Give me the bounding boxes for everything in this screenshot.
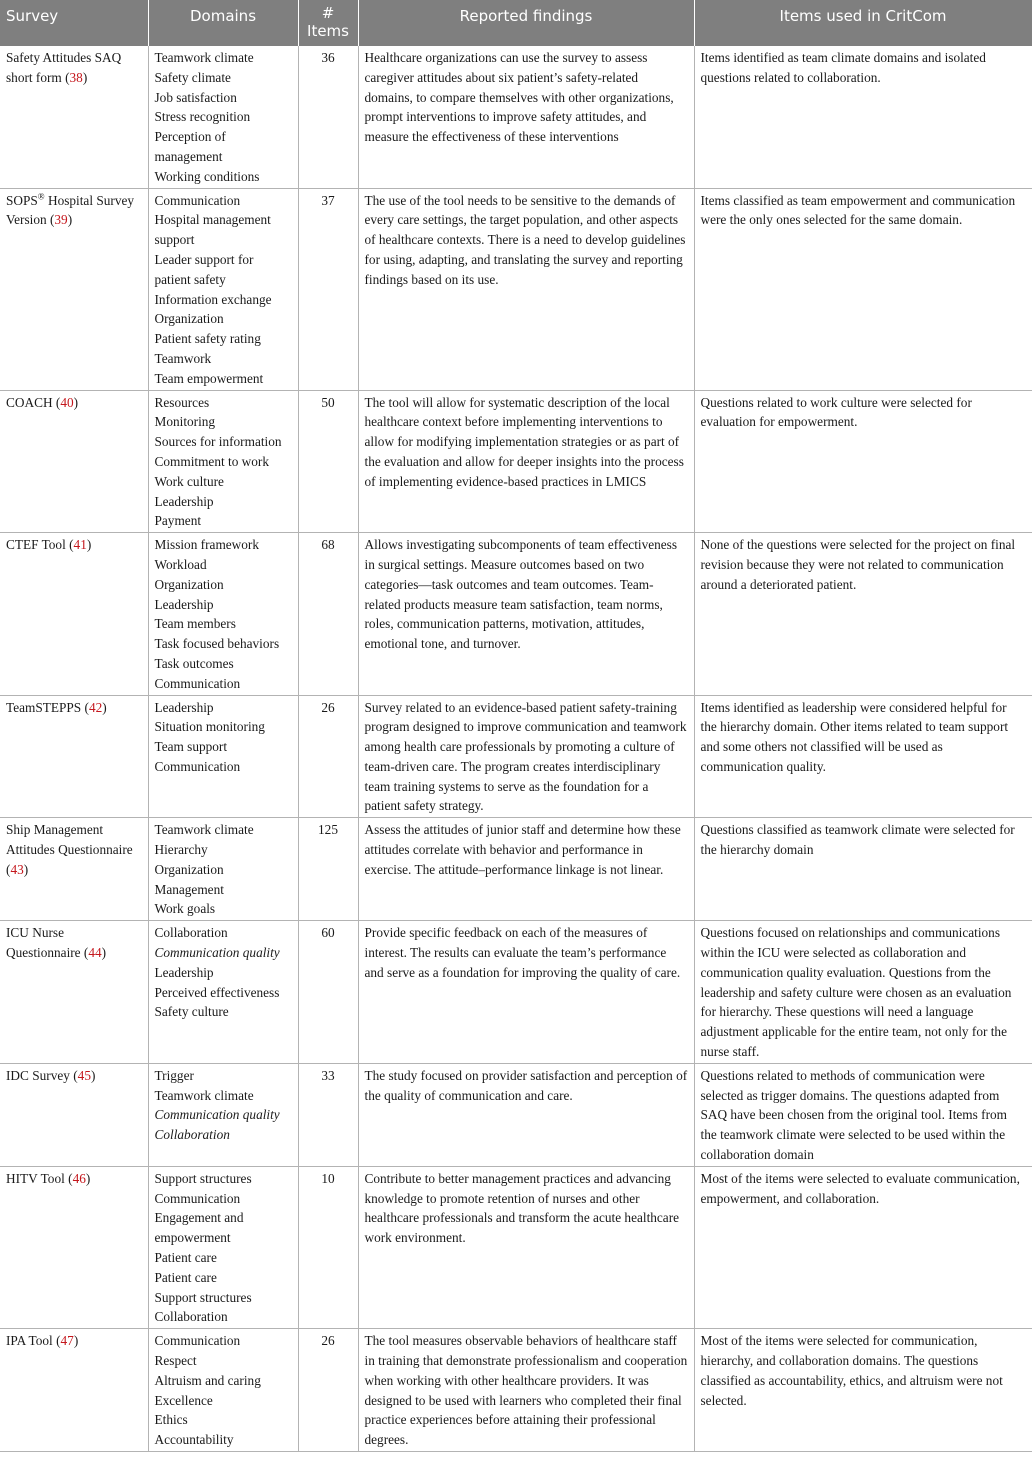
domain-item: Patient care (154, 1269, 217, 1285)
domain-item: Collaboration (154, 925, 228, 941)
domain-item: Information exchange (154, 291, 272, 307)
domain-item: Support structures (154, 1170, 252, 1186)
domain-item: Organization (154, 576, 224, 592)
domain-item: Communication (154, 192, 241, 208)
domain-item: Collaboration (154, 1127, 230, 1143)
items-count: 125 (298, 818, 358, 921)
registered-mark: ® (37, 191, 45, 202)
reference-link[interactable]: 46 (72, 1170, 86, 1186)
domain-item: Work culture (154, 473, 224, 489)
domains-cell (148, 1166, 298, 1328)
table-header (0, 0, 1032, 46)
survey-cell: ICU Nurse Questionnaire (44) (0, 921, 148, 1064)
reference-link[interactable]: 38 (69, 69, 83, 85)
findings-cell: The tool will allow for systematic description of the local healthcare context before implementing interventions to allow for modifying implementation strategies or as part of the evaluation and allow for deeper insights into the process of implementing evidence-based practices in LMICS (358, 390, 694, 533)
domain-item: Communication (154, 675, 241, 691)
survey-name: Ship Management Attitudes Questionnaire (6, 822, 133, 858)
domain-item: Mission framework (154, 537, 260, 553)
critcom-cell: Most of the items were selected to evaluate communication, empowerment, and collaboration. (694, 1166, 1032, 1328)
critcom-cell: Items identified as leadership were considered helpful for the hierarchy domain. Other items related to team support and some others not classified will be used as communication quality. (694, 695, 1032, 818)
items-count: 37 (298, 188, 358, 390)
critcom-cell: Questions focused on relationships and communications within the ICU were selected as collaboration and communication quality evaluation. Questions from the leadership and safety culture were chosen as an evaluation for hierarchy. These questions will need a language adjustment applicable for the entire team, not only for the nurse staff. (694, 921, 1032, 1064)
domain-item: Leadership (154, 493, 214, 509)
domain-item: Team support (154, 739, 228, 755)
reference-link[interactable]: 45 (77, 1067, 91, 1083)
domain-item: Teamwork climate (154, 1087, 254, 1103)
domain-item: Organization (154, 311, 224, 327)
findings-cell: Provide specific feedback on each of the measures of interest. The results can evaluate the team’s performance and serve as a foundation for improving the quality of care. (358, 921, 694, 1064)
table-row (0, 1166, 1032, 1328)
domain-item: Payment (154, 513, 202, 529)
domain-item: Patient care (154, 1250, 217, 1266)
domain-item: Perception of management (154, 129, 226, 164)
domain-item: Teamwork climate (154, 822, 254, 838)
survey-name: Safety Attitudes SAQ short form (6, 50, 122, 85)
domain-item: Communication quality (154, 1107, 280, 1123)
domain-item: Working conditions (154, 168, 260, 184)
items-count: 50 (298, 390, 358, 533)
header-critcom: Items used in CritCom (694, 0, 1032, 46)
domain-item: Resources (154, 394, 210, 410)
domain-item: Collaboration (154, 1309, 228, 1325)
domain-item: Monitoring (154, 414, 216, 430)
header-findings: Reported findings (358, 0, 694, 46)
domain-item: Trigger (154, 1067, 194, 1083)
domains-cell (148, 188, 298, 390)
domain-item: Communication quality (154, 945, 280, 961)
survey-cell: SOPS® Hospital Survey Version (39) (0, 188, 148, 390)
critcom-cell: Items identified as team climate domains and isolated questions related to collaboration. (694, 46, 1032, 188)
reference-link[interactable]: 44 (88, 945, 102, 961)
items-count: 10 (298, 1166, 358, 1328)
table-row (0, 533, 1032, 695)
survey-name: HITV Tool (6, 1170, 65, 1186)
domain-item: Stress recognition (154, 109, 251, 125)
domain-item: Communication (154, 1333, 241, 1349)
table-row (0, 1063, 1032, 1166)
header-items-line1: # (321, 4, 335, 22)
domain-item: Safety culture (154, 1004, 229, 1020)
table-row (0, 1329, 1032, 1452)
header-survey: Survey (0, 0, 148, 46)
domains-cell (148, 390, 298, 533)
reference-link[interactable]: 47 (60, 1333, 74, 1349)
findings-cell: Survey related to an evidence-based patient safety-training program designed to improve communication and teamwork among health care professionals by promoting a culture of team-driven care. The program creates interdisciplinary team training systems to serve as the foundation for a patient safety strategy. (358, 695, 694, 818)
table-row (0, 921, 1032, 1064)
header-items-line2: Items (307, 22, 349, 40)
domain-item: Accountability (154, 1432, 234, 1448)
critcom-cell: Questions classified as teamwork climate were selected for the hierarchy domain (694, 818, 1032, 921)
items-count: 68 (298, 533, 358, 695)
domains-cell (148, 695, 298, 818)
findings-cell: The tool measures observable behaviors of healthcare staff in training that demonstrate professionalism and cooperation when working with other healthcare providers. It was designed to be used with learners who completed their final practice experiences before attaining their professional degrees. (358, 1329, 694, 1452)
domains-cell (148, 818, 298, 921)
domain-item: Teamwork climate (154, 50, 254, 65)
domain-item: Management (154, 881, 224, 897)
domain-item: Organization (154, 861, 224, 877)
table-body (0, 46, 1032, 1451)
domain-item: Workload (154, 556, 207, 572)
domain-item: Leadership (154, 699, 214, 715)
domain-item: Leader support for patient safety (154, 251, 254, 287)
findings-cell: The study focused on provider satisfaction and perception of the quality of communication and care. (358, 1063, 694, 1166)
findings-cell: Healthcare organizations can use the survey to assess caregiver attitudes about six patient’s safety-related domains, to compare themselves with other organizations, prompt interventions to improve safety attitudes, and measure the effectiveness of these interventions (358, 46, 694, 188)
findings-cell: The use of the tool needs to be sensitive to the demands of every care settings, the target population, and other aspects of healthcare contexts. There is a need to develop guidelines for using, adapting, and translating the survey and reporting findings based on its use. (358, 188, 694, 390)
items-count: 33 (298, 1063, 358, 1166)
reference-link[interactable]: 39 (54, 212, 68, 228)
findings-cell: Contribute to better management practices and advancing knowledge to promote retention of nurses and other healthcare professionals and transform the acute healthcare work environment. (358, 1166, 694, 1328)
domains-cell (148, 46, 298, 188)
items-count: 36 (298, 46, 358, 188)
domain-item: Patient safety rating (154, 331, 261, 347)
domain-item: Job satisfaction (154, 89, 237, 105)
domain-item: Situation monitoring (154, 719, 265, 735)
survey-name: COACH (6, 394, 53, 410)
domain-item: Altruism and caring (154, 1372, 261, 1388)
domain-item: Engagement and empowerment (154, 1210, 244, 1246)
survey-cell: Safety Attitudes SAQ short form (38) (0, 46, 148, 188)
reference-link[interactable]: 40 (60, 394, 74, 410)
items-count: 60 (298, 921, 358, 1064)
critcom-cell: Most of the items were selected for communication, hierarchy, and collaboration domains. The questions classified as accountability, ethics, and altruism were not selected. (694, 1329, 1032, 1452)
table-row (0, 818, 1032, 921)
domain-item: Communication (154, 1190, 241, 1206)
critcom-cell: Questions related to methods of communication were selected as trigger domains. The questions adapted from SAQ have been chosen from the original tool. Items from the teamwork climate were selected to be used within the collaboration domain (694, 1063, 1032, 1166)
reference-link[interactable]: 41 (73, 537, 87, 553)
domain-item: Commitment to work (154, 453, 269, 469)
survey-cell: CTEF Tool (41) (0, 533, 148, 695)
domains-cell (148, 1329, 298, 1452)
domain-item: Work goals (154, 901, 216, 917)
header-domains: Domains (148, 0, 298, 46)
survey-cell: TeamSTEPPS (42) (0, 695, 148, 818)
domain-item: Excellence (154, 1392, 213, 1408)
findings-cell: Allows investigating subcomponents of team effectiveness in surgical settings. Measure outcomes based on two categories—task outcomes and team outcomes. Team-related products measure team satisfaction, team norms, roles, communication patterns, motivation, attitudes, emotional tone, and turnover. (358, 533, 694, 695)
survey-name: CTEF Tool (6, 537, 66, 553)
table-row (0, 188, 1032, 390)
table-row (0, 695, 1032, 818)
domains-cell (148, 1063, 298, 1166)
domain-item: Leadership (154, 596, 214, 612)
survey-name: TeamSTEPPS (6, 699, 82, 715)
survey-cell: IDC Survey (45) (0, 1063, 148, 1166)
survey-name: ICU Nurse Questionnaire (6, 925, 81, 961)
domain-item: Communication (154, 758, 241, 774)
survey-name: IPA Tool (6, 1333, 53, 1349)
findings-cell: Assess the attitudes of junior staff and determine how these attitudes correlate with behavior and performance in exercise. The attitude–performance linkage is not linear. (358, 818, 694, 921)
domain-item: Respect (154, 1353, 197, 1368)
reference-link[interactable]: 43 (10, 861, 24, 877)
reference-link[interactable]: 42 (88, 699, 103, 715)
critcom-cell: Questions related to work culture were selected for evaluation for empowerment. (694, 390, 1032, 533)
domain-item: Perceived effectiveness (154, 984, 280, 1000)
table-row (0, 390, 1032, 533)
domain-item: Team members (154, 616, 236, 632)
domain-item: Teamwork (154, 350, 212, 366)
items-count: 26 (298, 695, 358, 818)
domain-item: Support structures (154, 1289, 252, 1305)
survey-cell: IPA Tool (47) (0, 1329, 148, 1452)
domain-item: Team empowerment (154, 370, 264, 386)
survey-name: SOPS (6, 192, 38, 208)
items-count: 26 (298, 1329, 358, 1452)
table-row (0, 46, 1032, 188)
critcom-cell: Items classified as team empowerment and communication were the only ones selected for the same domain. (694, 188, 1032, 390)
domain-item: Hierarchy (154, 842, 208, 858)
domain-item: Sources for information (154, 434, 282, 450)
domains-cell (148, 921, 298, 1064)
survey-cell: HITV Tool (46) (0, 1166, 148, 1328)
critcom-cell: None of the questions were selected for the project on final revision because they were not related to communication around a deteriorated patient. (694, 533, 1032, 695)
survey-cell: COACH (40) (0, 390, 148, 533)
domain-item: Task focused behaviors (154, 636, 280, 652)
domain-item: Leadership (154, 964, 214, 980)
header-items (298, 0, 358, 46)
survey-cell: Ship Management Attitudes Questionnaire (43) (0, 818, 148, 921)
domain-item: Hospital management support (154, 212, 271, 248)
survey-name: IDC Survey (6, 1067, 70, 1083)
domain-item: Task outcomes (154, 655, 234, 671)
domains-cell (148, 533, 298, 695)
domain-item: Safety climate (154, 69, 231, 85)
survey-name-rest: Hospital Survey Version (6, 192, 135, 228)
domain-item: Ethics (154, 1412, 188, 1428)
